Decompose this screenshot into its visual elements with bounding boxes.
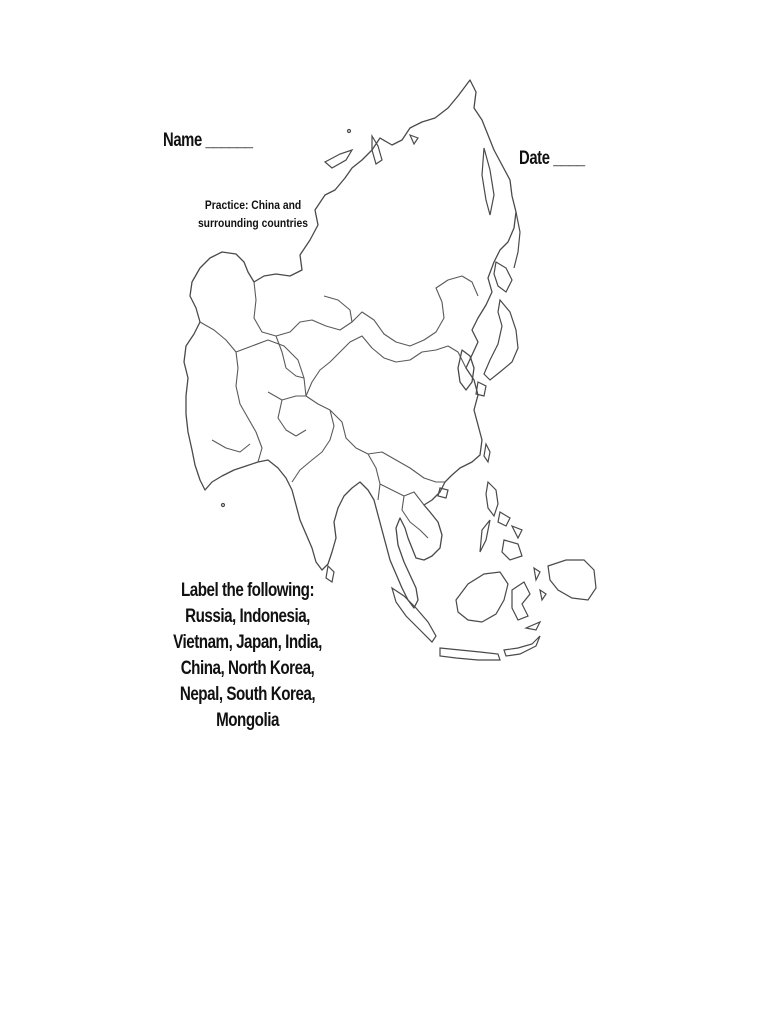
china-borders [276,296,466,538]
practice-title: Practice: China and surrounding countries [197,198,309,230]
sri-lanka [326,566,334,582]
maluku [534,568,546,600]
philippines-luzon [486,482,498,516]
socotra [222,504,225,507]
sumatra [392,588,436,642]
new-siberian-islands [410,135,418,144]
sulawesi [512,582,530,620]
arctic-island [348,130,351,133]
japan-hokkaido [494,262,512,292]
novaya-zemlya [325,150,352,168]
southwest-asia-borders [200,276,478,482]
japan-kyushu [476,382,486,396]
asia-coastline [184,80,516,608]
borneo [456,572,508,622]
sakhalin [482,148,494,215]
lesser-sunda [504,636,540,656]
name-field-label: Name ______ [163,130,253,151]
philippines-visayas [498,512,522,538]
labeling-instructions: Label the following: Russia, Indonesia, Vietnam, Japan, India, China, North Korea, Nepal, South Korea, Mongolia [173,580,322,731]
japan-honshu [484,300,518,380]
date-field-label: Date ____ [519,148,585,169]
new-guinea [548,560,596,600]
java [440,648,500,660]
taiwan [484,444,490,462]
severnaya-zemlya [372,136,382,164]
palawan [480,520,490,552]
timor [526,622,540,630]
philippines-mindanao [502,540,522,560]
